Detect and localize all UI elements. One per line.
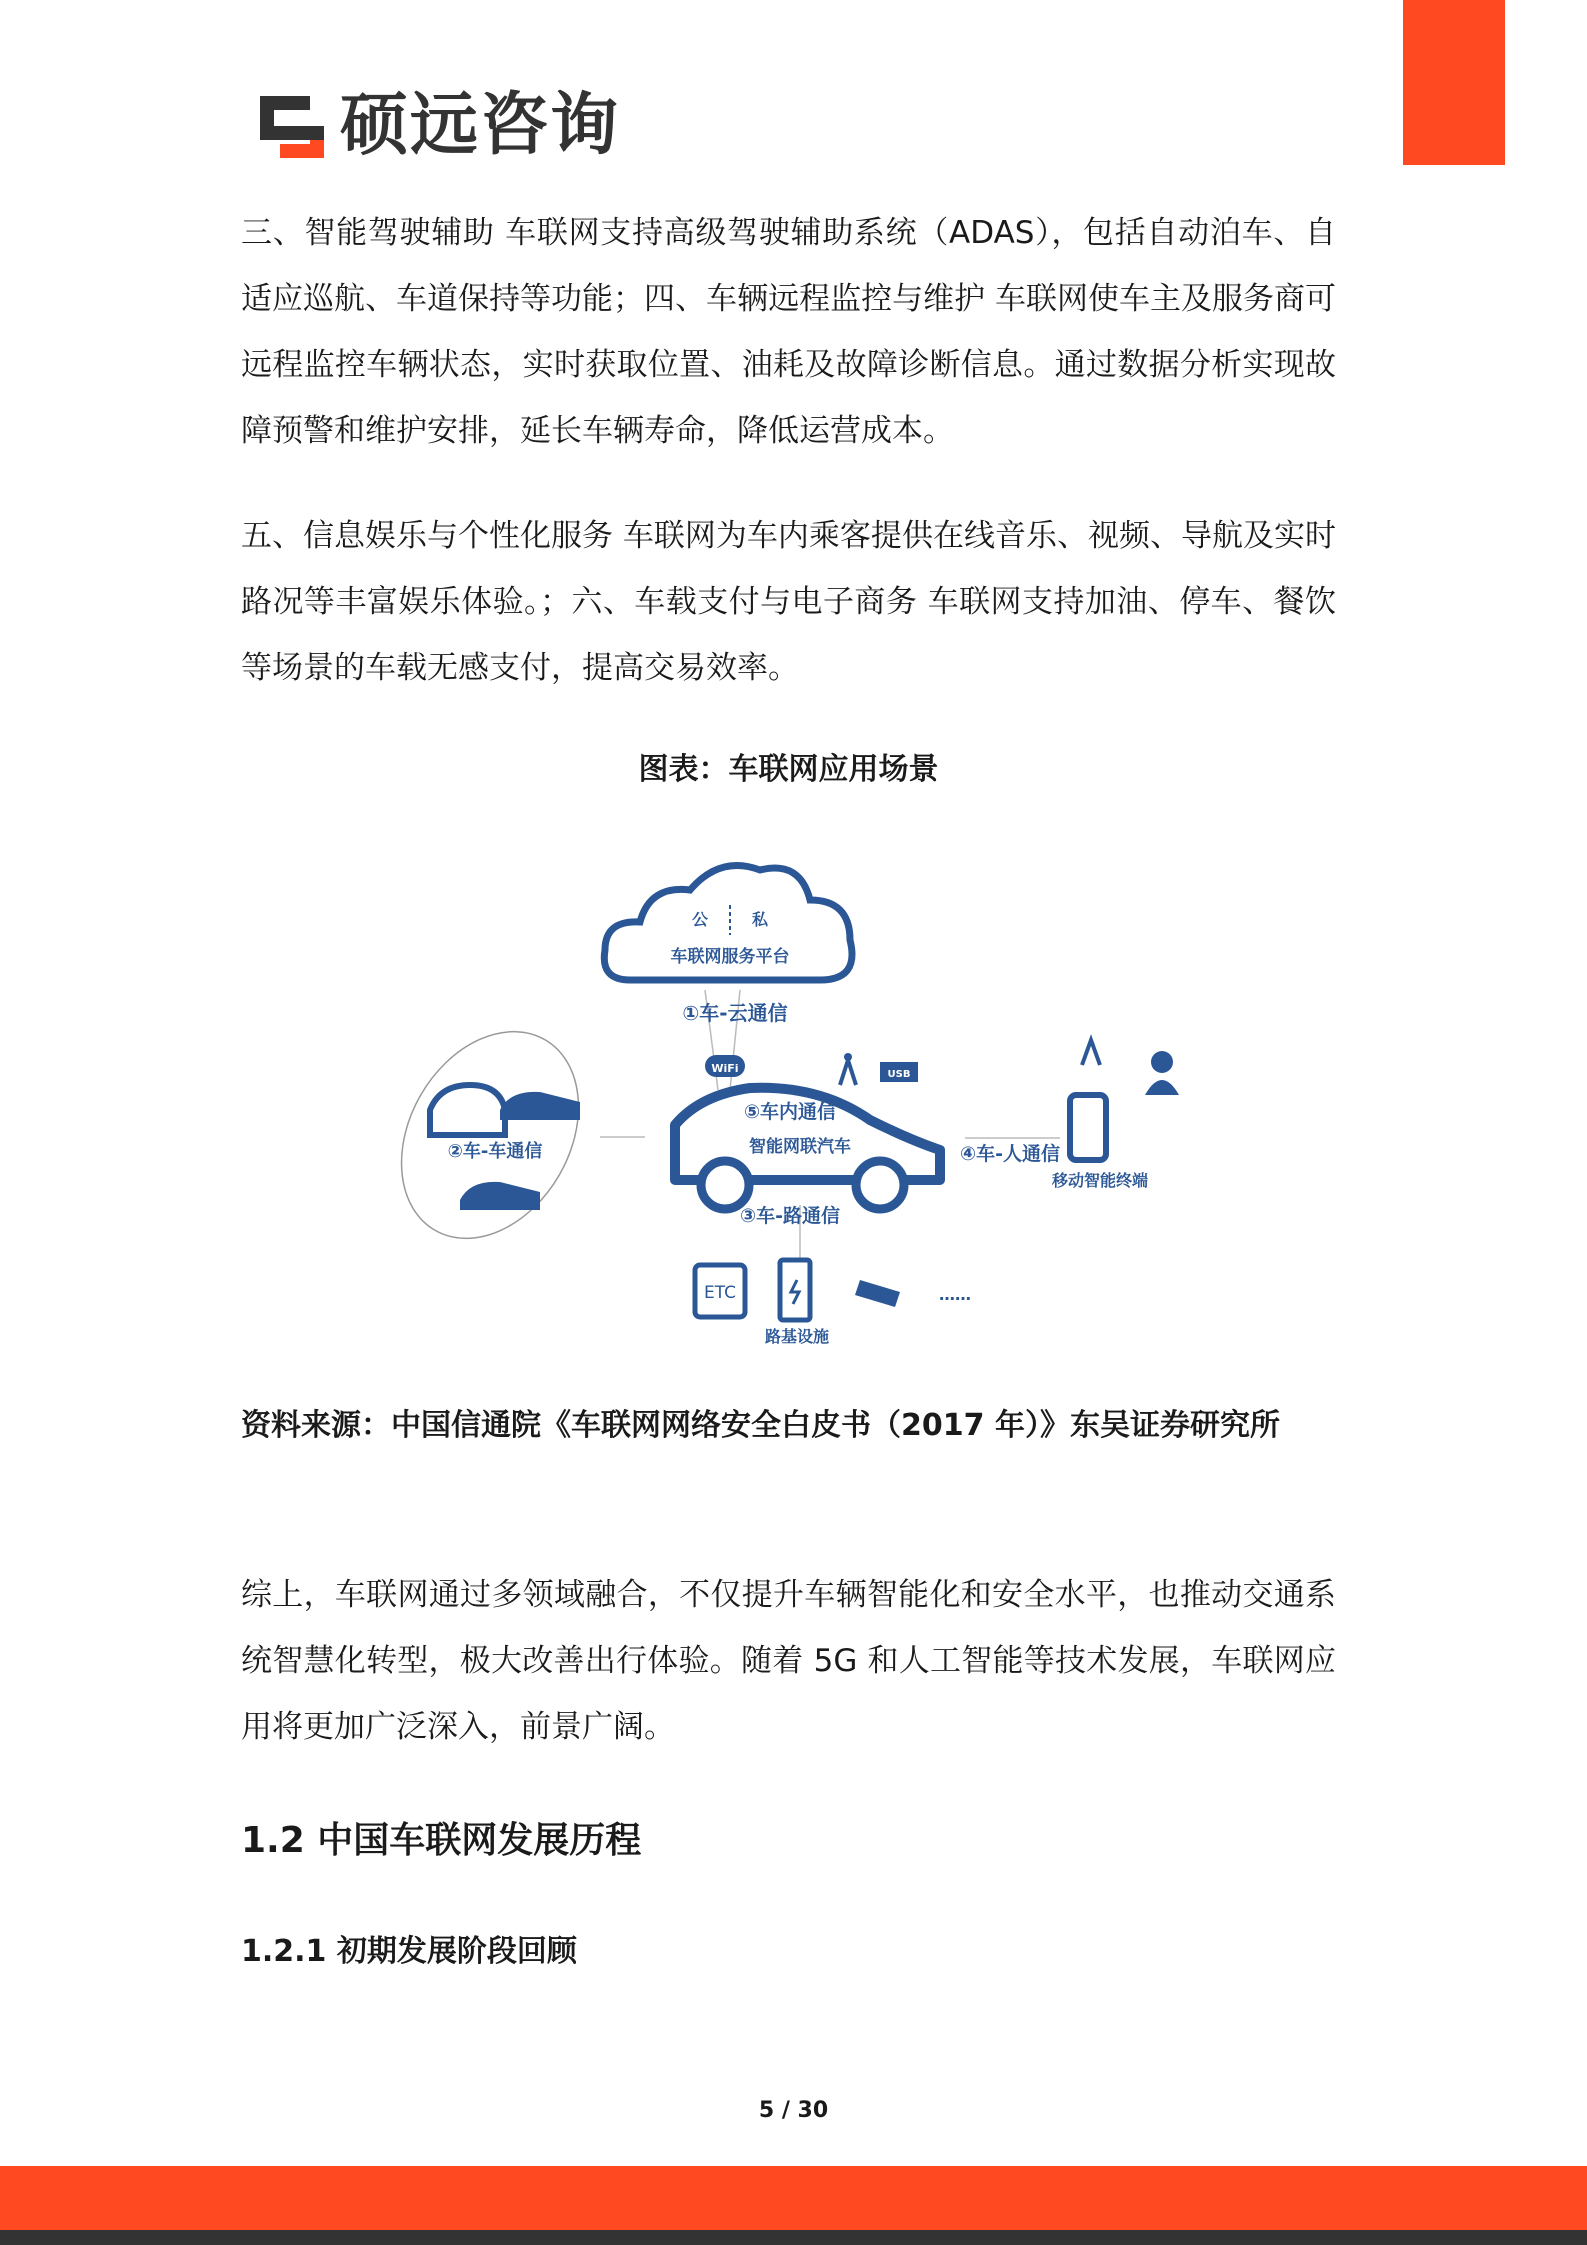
label-mobile: 移动智能终端	[1051, 1171, 1149, 1190]
label-v2v: ②车-车通信	[447, 1141, 543, 1162]
paragraph-adas: 三、智能驾驶辅助 车联网支持高级驾驶辅助系统（ADAS），包括自动泊车、自适应巡航、车道保持等功能；四、车辆远程监控与维护 车联网使车主及服务商可远程监控车辆状态，实时获取位置、油耗及故障诊断信息。通过数据分析实现故障预警和维护安排，延长车辆寿命，降低运营成本。	[241, 215, 1336, 449]
cloud-platform	[604, 866, 852, 981]
logo-mark-icon	[258, 90, 330, 162]
label-public: 公	[691, 910, 709, 929]
mobile-phone-icon	[1070, 1040, 1106, 1160]
logo-text: 硕远咨询	[340, 86, 621, 165]
label-more: ……	[939, 1285, 971, 1304]
label-v2road: ③车-路通信	[740, 1205, 840, 1227]
charging-station-icon	[780, 1260, 810, 1320]
camera-icon	[855, 1280, 900, 1307]
label-v2human: ④车-人通信	[960, 1143, 1060, 1165]
svg-text:WiFi: WiFi	[711, 1062, 739, 1075]
paragraph-infotainment: 五、信息娱乐与个性化服务 车联网为车内乘客提供在线音乐、视频、导航及实时路况等丰富娱乐体验。；六、车载支付与电子商务 车联网支持加油、停车、餐饮等场景的车载无感支付，提高交易效率。	[241, 518, 1336, 686]
v2v-cars	[400, 1000, 614, 1271]
person-icon	[1145, 1051, 1179, 1095]
label-v2cloud: ①车-云通信	[682, 1001, 788, 1025]
section-heading: 1.2 中国车联网发展历程	[241, 1820, 642, 1861]
label-car: 智能网联汽车	[749, 1137, 851, 1157]
figure-caption: 图表：车联网应用场景	[638, 752, 939, 787]
company-logo	[258, 88, 620, 164]
iov-scenario-diagram	[400, 840, 1200, 1360]
paragraph-summary: 综上，车联网通过多领域融合，不仅提升车辆智能化和安全水平，也推动交通系统智慧化转型，极大改善出行体验。随着 5G 和人工智能等技术发展，车联网应用将更加广泛深入，前景广阔。	[241, 1577, 1336, 1745]
svg-text:USB: USB	[887, 1069, 911, 1080]
label-road: 路基设施	[764, 1327, 830, 1346]
subsection-heading: 1.2.1 初期发展阶段回顾	[241, 1934, 577, 1969]
svg-text:ETC: ETC	[704, 1283, 736, 1303]
antenna-icon	[840, 1053, 856, 1085]
footer-dark-strip	[0, 2230, 1587, 2245]
label-platform: 车联网服务平台	[670, 947, 790, 967]
smart-car	[675, 1088, 940, 1209]
header-accent-bar	[1403, 0, 1505, 165]
label-invehicle: ⑤车内通信	[743, 1101, 837, 1123]
figure-source: 资料来源：中国信通院《车联网网络安全白皮书（2017 年）》东吴证券研究所	[241, 1408, 1280, 1443]
page-number: 5 / 30	[758, 2098, 829, 2123]
label-private: 私	[751, 910, 769, 929]
usb-icon	[880, 1062, 918, 1082]
etc-icon	[695, 1265, 745, 1317]
wifi-icon	[705, 1055, 745, 1077]
footer-bar	[0, 2166, 1587, 2230]
